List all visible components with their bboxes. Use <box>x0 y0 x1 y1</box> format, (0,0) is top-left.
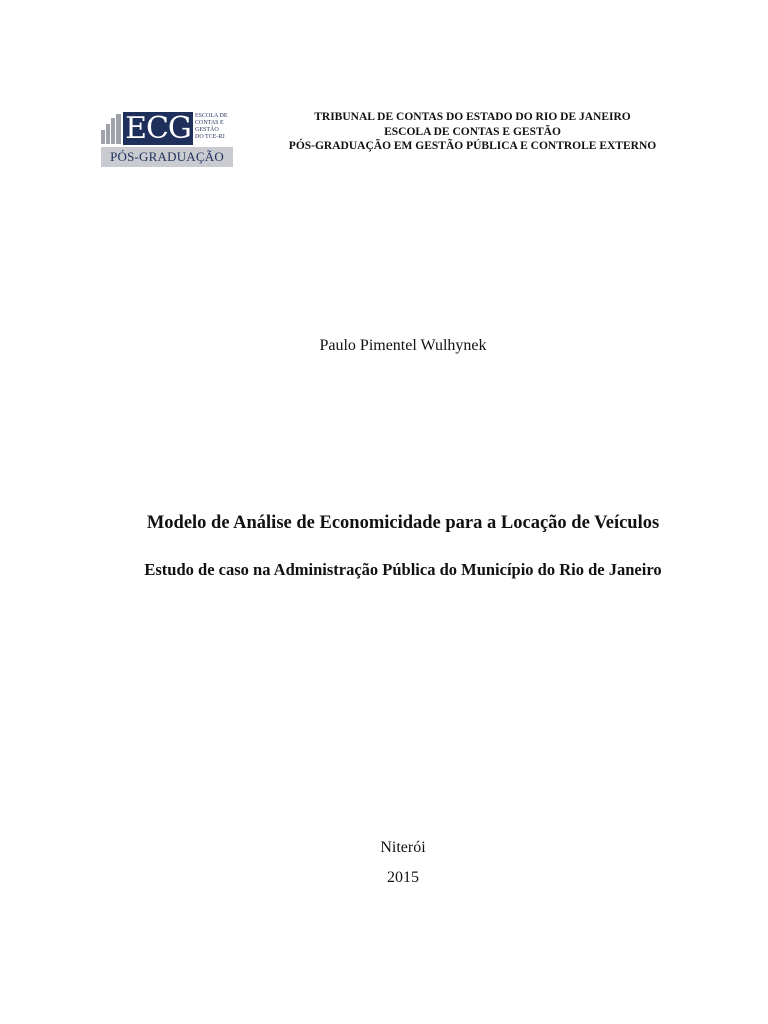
city: Niterói <box>380 839 426 856</box>
header-line-tribunal: TRIBUNAL DE CONTAS DO ESTADO DO RIO DE JANEIRO <box>314 111 631 123</box>
logo-side-line: ESCOLA DE <box>195 113 228 119</box>
year: 2015 <box>387 869 419 886</box>
header-line-escola: ESCOLA DE CONTAS E GESTÃO <box>384 125 561 138</box>
logo-side-line: CONTAS E <box>195 120 224 126</box>
logo-side-text <box>195 113 235 141</box>
document-title: Modelo de Análise de Economicidade para a Locação de Veículos <box>146 513 660 533</box>
logo-side-line: DO TCE-RJ <box>195 134 225 140</box>
logo-top <box>101 112 233 147</box>
logo-mark: ECG <box>123 112 193 145</box>
logo-side-line: GESTÃO <box>195 127 219 133</box>
document-subtitle: Estudo de caso na Administração Pública do Município do Rio de Janeiro <box>144 560 662 579</box>
header-line-pos: PÓS-GRADUAÇÃO EM GESTÃO PÚBLICA E CONTROLE EXTERNO <box>288 140 657 152</box>
institution-header <box>250 110 695 154</box>
logo-strip: PÓS-GRADUAÇÃO <box>101 147 233 167</box>
logo-bars-icon <box>101 114 123 144</box>
author-name: Paulo Pimentel Wulhynek <box>319 337 487 354</box>
ecg-logo <box>101 112 233 167</box>
